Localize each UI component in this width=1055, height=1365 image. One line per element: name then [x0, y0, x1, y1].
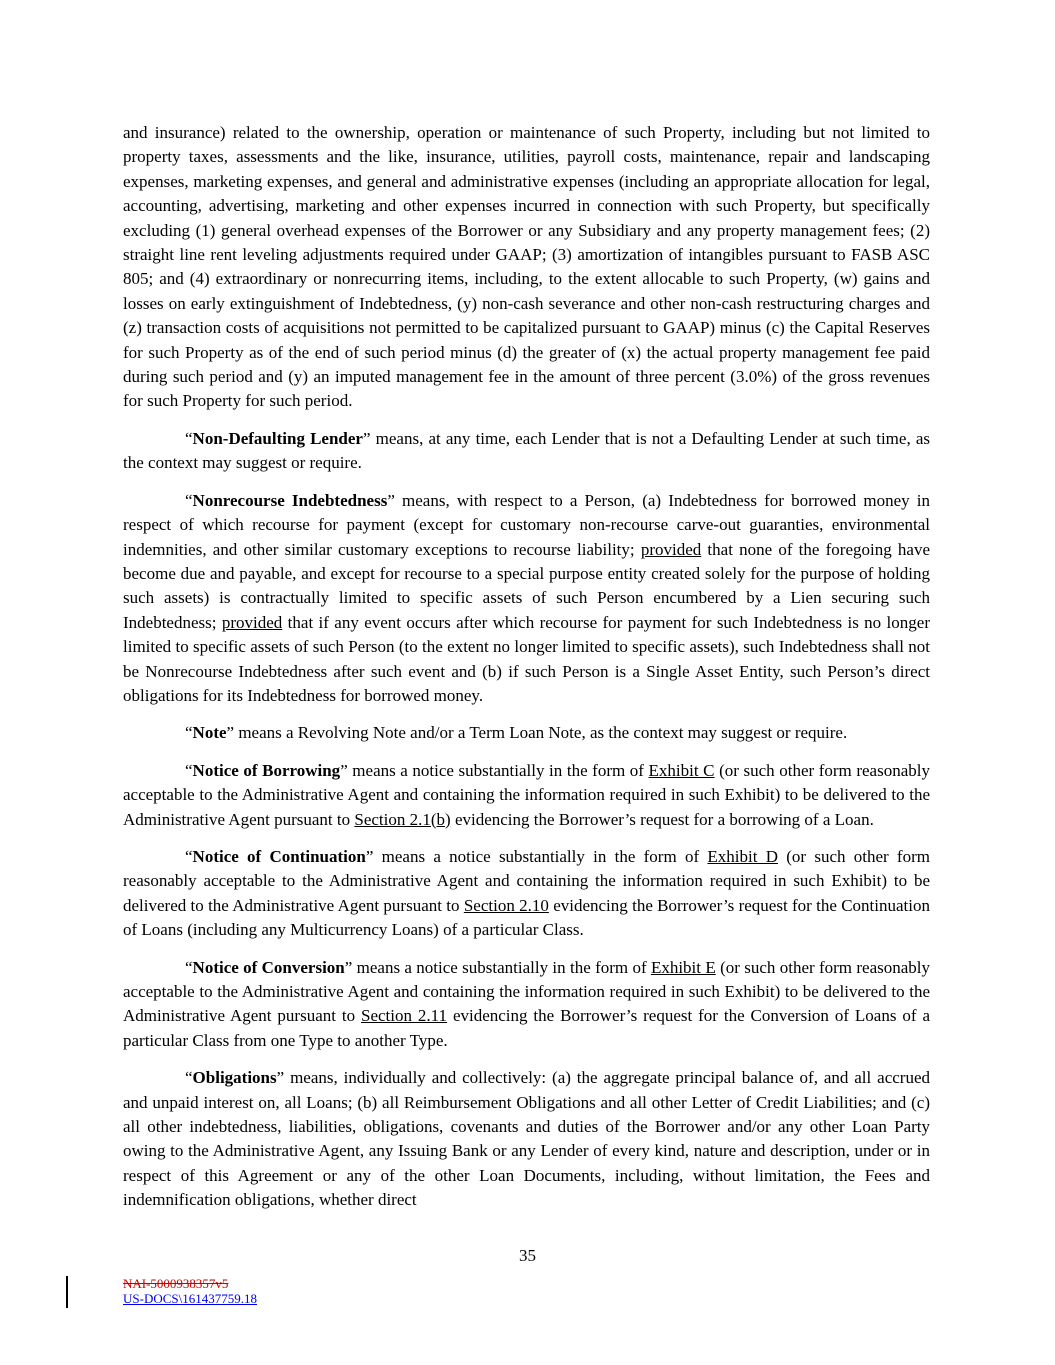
definition-non-defaulting-lender — [123, 427, 930, 476]
exhibit-reference: Exhibit D — [707, 846, 778, 866]
defined-term: Nonrecourse Indebtedness — [192, 490, 388, 510]
open-quote: “ — [185, 1068, 193, 1088]
definition-text: ” means, individually and collectively: (a) the aggregate principal balance of, and all accrued and unpaid interest on, all Loans; (b) all Reimbursement Obligations and all other Letter of Credit Liabilities; and (c) all other indebtedness, liabilities, obligations, covenants and duties of the Borrower and/or any other Loan Party owing to the Administrative Agent, any Issuing Bank or any Lender of every kind, nature and description, under or in respect of this Agreement or any of the other Loan Documents, including, without limitation, the Fees and indemnification obligations, whether direct — [123, 1068, 930, 1210]
defined-term: Obligations — [192, 1068, 277, 1088]
definition-obligations — [123, 1066, 930, 1212]
defined-term: Notice of Continuation — [192, 846, 366, 866]
defined-term: Notice of Borrowing — [192, 760, 341, 780]
definition-notice-of-conversion — [123, 956, 930, 1054]
definition-text: ” means, with respect to a Person, (a) Indebtedness for borrowed money in respect of which recourse for payment (except for customary non-recourse carve-out guaranties, environmental indemnities, and other similar customary exceptions to recourse liability; — [123, 490, 930, 559]
proviso-keyword: provided — [221, 612, 283, 632]
open-quote: “ — [185, 723, 193, 743]
defined-term: Non-Defaulting Lender — [192, 428, 363, 448]
document-content — [123, 121, 930, 1226]
section-reference: Section 2.1(b) — [354, 809, 451, 829]
definition-text: evidencing the Borrower’s request for the Conversion of Loans of a particular Class from one Type to another Type. — [123, 1006, 930, 1050]
paragraph-continuation — [123, 121, 930, 414]
definition-text: (or such other form reasonably acceptable to the Administrative Agent and containing the information required in such Exhibit) to be delivered to the Administrative Agent pursuant to — [123, 957, 930, 1026]
doc-id-current: US-DOCS\161437759.18 — [123, 1291, 257, 1306]
definition-text: (or such other form reasonably acceptable to the Administrative Agent and containing the information required in such Exhibit) to be delivered to the Administrative Agent pursuant to — [123, 760, 930, 829]
definition-text: evidencing the Borrower’s request for the Continuation of Loans (including any Multicurrency Loans) of a particular Class. — [123, 895, 930, 940]
section-reference: Section 2.10 — [463, 895, 549, 915]
defined-term: Notice of Conversion — [192, 957, 345, 977]
open-quote: “ — [185, 760, 193, 780]
defined-term: Note — [192, 723, 227, 743]
definition-text: that none of the foregoing have become due and payable, and except for recourse to a special purpose entity created solely for the purpose of holding such assets) is contractually limited to specific assets of such Person encumbered by a Lien securing such Indebtedness; — [123, 539, 930, 632]
definition-notice-of-continuation — [123, 845, 930, 943]
section-reference: Section 2.11 — [361, 1006, 448, 1026]
definition-text: ” means a Revolving Note and/or a Term Loan Note, as the context may suggest or require. — [226, 723, 848, 743]
open-quote: “ — [185, 846, 193, 866]
definition-note — [123, 721, 930, 745]
page-number: 35 — [519, 1246, 536, 1265]
proviso-keyword: provided — [640, 539, 702, 559]
definition-text: (or such other form reasonably acceptable to the Administrative Agent and containing the information required in such Exhibit) to be delivered to the Administrative Agent pursuant to — [123, 846, 930, 915]
definition-nonrecourse-indebtedness — [123, 489, 930, 709]
definition-text: ” means, at any time, each Lender that is not a Defaulting Lender at such time, as the context may suggest or require. — [123, 428, 930, 473]
doc-id-deleted: NAI-5000938357v5 — [123, 1276, 229, 1291]
footer-document-ids — [123, 1276, 257, 1306]
definition-text: ” means a notice substantially in the form of — [365, 846, 708, 866]
definition-text: ” means a notice substantially in the form of — [344, 957, 651, 977]
exhibit-reference: Exhibit E — [650, 957, 716, 977]
open-quote: “ — [185, 490, 193, 510]
open-quote: “ — [185, 428, 193, 448]
paragraph-text: and insurance) related to the ownership, operation or maintenance of such Property, including but not limited to property taxes, assessments and the like, insurance, utilities, payroll costs, maintenance, repair and landscaping expenses, marketing expenses, and general and administrative expenses (including an appropriate allocation for legal, accounting, advertising, marketing and other expenses incurred in connection with such Property, but specifically excluding (1) general overhead expenses of the Borrower or any Subsidiary and any property management fees; (2) straight line rent leveling adjustments required under GAAP; (3) amortization of intangibles pursuant to FASB ASC 805; and (4) extraordinary or nonrecurring items, including, to the extent allocable to such Property, (w) gains and losses on early extinguishment of Indebtedness, (y) non-cash severance and other non-cash restructuring charges and (z) transaction costs of acquisitions not permitted to be capitalized pursuant to GAAP) minus (c) the Capital Reserves for such Property as of the end of such period minus (d) the greater of (x) the actual property management fee paid during such period and (y) an imputed management fee in the amount of three percent (3.0%) of the gross revenues for such Property for such period. — [123, 123, 930, 411]
change-bar — [66, 1276, 68, 1308]
exhibit-reference: Exhibit C — [648, 760, 715, 780]
definition-text: that if any event occurs after which recourse for payment for such Indebtedness is no longer limited to specific assets of such Person (to the extent no longer limited to specific assets), such Indebtedness shall not be Nonrecourse Indebtedness after such event and (b) if such Person is a Single Asset Entity, such Person’s direct obligations for its Indebtedness for borrowed money. — [123, 612, 930, 705]
open-quote: “ — [185, 957, 193, 977]
definition-notice-of-borrowing — [123, 759, 930, 832]
definition-text: ” means a notice substantially in the form of — [340, 760, 649, 780]
definition-text: evidencing the Borrower’s request for a borrowing of a Loan. — [450, 809, 874, 829]
